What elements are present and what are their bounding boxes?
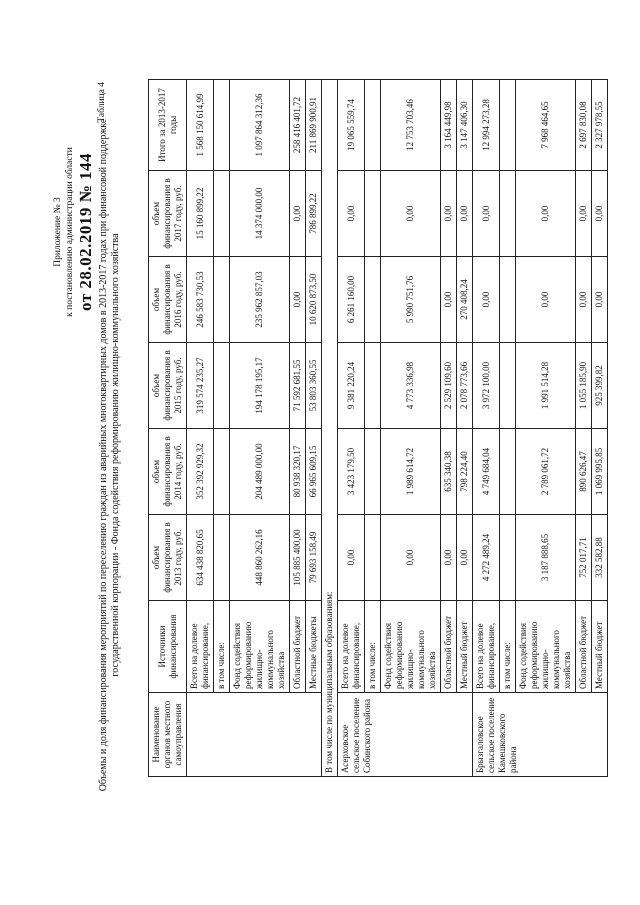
column-header: объем финансирования в 2016 году, руб. xyxy=(149,257,187,343)
column-header: объем финансирования в 2017 году, руб. xyxy=(149,171,187,257)
amount-cell: 246 583 730,53 xyxy=(187,257,214,343)
amount-cell: 12 994 273,28 xyxy=(473,80,500,171)
amount-cell: 0,00 xyxy=(576,257,592,343)
amount-cell: 2 529 109,60 xyxy=(441,343,457,429)
appendix-label: Приложение № 3 xyxy=(53,197,63,267)
funding-source: Всего на долевое финансирование, xyxy=(338,601,365,693)
funding-source: Областной бюджет xyxy=(441,601,457,693)
funding-source: Всего на долевое финансирование, xyxy=(187,601,214,693)
amount-cell: 1 055 185,90 xyxy=(576,343,592,429)
amount-cell: 2 078 773,66 xyxy=(457,343,473,429)
amount-cell: 53 803 360,55 xyxy=(306,343,322,429)
table-row xyxy=(338,80,365,777)
amount-cell: 4 272 489,24 xyxy=(473,515,500,601)
amount-cell: 5 990 751,76 xyxy=(381,257,441,343)
table-row xyxy=(230,80,290,777)
table-row xyxy=(187,80,214,777)
amount-cell: 2 789 061,72 xyxy=(516,429,576,515)
amount-cell: 211 869 900,91 xyxy=(306,80,322,171)
amount-cell xyxy=(214,515,230,601)
amount-cell: 4 749 684,04 xyxy=(473,429,500,515)
amount-cell: 3 187 888,65 xyxy=(516,515,576,601)
amount-cell: 1 097 864 312,36 xyxy=(230,80,290,171)
table-row xyxy=(441,80,457,777)
organization-name: Асерховское сельское поселение Собинского района xyxy=(338,693,473,777)
amount-cell: 332 582,88 xyxy=(592,515,608,601)
amount-cell: 925 399,82 xyxy=(592,343,608,429)
amount-cell: 0,00 xyxy=(290,171,306,257)
table-row xyxy=(306,80,322,777)
amount-cell: 4 773 336,98 xyxy=(381,343,441,429)
amount-cell: 0,00 xyxy=(457,515,473,601)
funding-source: Всего на долевое финансирование, xyxy=(473,601,500,693)
column-header: Наименование органов местного самоуправления xyxy=(149,693,187,777)
amount-cell: 635 340,38 xyxy=(441,429,457,515)
amount-cell: 890 626,47 xyxy=(576,429,592,515)
amount-cell: 0,00 xyxy=(441,515,457,601)
amount-cell: 352 392 929,32 xyxy=(187,429,214,515)
table-row xyxy=(576,80,592,777)
amount-cell: 0,00 xyxy=(441,171,457,257)
funding-source: в том числе: xyxy=(500,601,516,693)
table-row xyxy=(365,80,381,777)
amount-cell: 798 224,40 xyxy=(457,429,473,515)
funding-source: Областной бюджет xyxy=(576,601,592,693)
amount-cell: 105 885 400,00 xyxy=(290,515,306,601)
organization-name xyxy=(187,693,322,777)
amount-cell: 10 620 873,50 xyxy=(306,257,322,343)
amount-cell: 0,00 xyxy=(338,515,365,601)
amount-cell: 14 374 000,00 xyxy=(230,171,290,257)
amount-cell: 194 178 195,17 xyxy=(230,343,290,429)
amount-cell: 204 489 000,00 xyxy=(230,429,290,515)
amount-cell: 0,00 xyxy=(592,257,608,343)
table-number: Таблица 4 xyxy=(97,82,107,123)
amount-cell xyxy=(214,80,230,171)
table-body xyxy=(149,80,608,777)
amount-cell: 2 697 830,08 xyxy=(576,80,592,171)
column-header: объем финансирования в 2014 году, руб. xyxy=(149,429,187,515)
amount-cell: 12 753 703,46 xyxy=(381,80,441,171)
amount-cell: 0,00 xyxy=(441,257,457,343)
amount-cell xyxy=(500,343,516,429)
column-header: объем финансирования в 2015 году, руб. xyxy=(149,343,187,429)
amount-cell: 448 860 262,16 xyxy=(230,515,290,601)
amount-cell: 1 989 614,72 xyxy=(381,429,441,515)
amount-cell: 0,00 xyxy=(457,171,473,257)
amount-cell: 19 065 559,74 xyxy=(338,80,365,171)
amount-cell: 7 968 464,65 xyxy=(516,80,576,171)
table-row xyxy=(473,80,500,777)
funding-source: Местные бюджеты xyxy=(306,601,322,693)
funding-source: в том числе: xyxy=(214,601,230,693)
amount-cell: 0,00 xyxy=(338,171,365,257)
amount-cell: 3 423 179,50 xyxy=(338,429,365,515)
table-row xyxy=(290,80,306,777)
amount-cell: 3 147 406,30 xyxy=(457,80,473,171)
amount-cell: 752 017,71 xyxy=(576,515,592,601)
amount-cell xyxy=(500,80,516,171)
column-header: Итого за 2013-2017 годы xyxy=(149,80,187,171)
amount-cell: 0,00 xyxy=(592,171,608,257)
amount-cell xyxy=(365,343,381,429)
funding-source: Фонд содействия реформированию жилищно-коммунального хозяйства xyxy=(381,601,441,693)
municipality-caption-row xyxy=(322,80,338,777)
column-header: Источники финансирования xyxy=(149,601,187,693)
amount-cell xyxy=(365,80,381,171)
amount-cell: 0,00 xyxy=(381,171,441,257)
amount-cell: 258 416 401,72 xyxy=(290,80,306,171)
amount-cell xyxy=(365,171,381,257)
table-row xyxy=(592,80,608,777)
amount-cell: 0,00 xyxy=(381,515,441,601)
amount-cell xyxy=(214,429,230,515)
amount-cell: 634 438 820,65 xyxy=(187,515,214,601)
funding-source: в том числе: xyxy=(365,601,381,693)
table-row xyxy=(500,80,516,777)
amount-cell: 15 160 899,22 xyxy=(187,171,214,257)
amount-cell: 71 592 681,55 xyxy=(290,343,306,429)
municipality-caption: В том числе по муниципальным образованиям: xyxy=(322,80,338,777)
amount-cell: 0,00 xyxy=(473,257,500,343)
amount-cell: 0,00 xyxy=(290,257,306,343)
funding-source: Фонд содействия реформированию жилищно-коммунального хозяйства xyxy=(516,601,576,693)
amount-cell: 80 938 320,17 xyxy=(290,429,306,515)
table-row xyxy=(516,80,576,777)
table-row xyxy=(214,80,230,777)
amount-cell xyxy=(500,257,516,343)
amount-cell: 6 261 160,00 xyxy=(338,257,365,343)
financing-table xyxy=(148,79,608,777)
amount-cell: 1 991 514,28 xyxy=(516,343,576,429)
amount-cell xyxy=(214,171,230,257)
funding-source: Фонд содействия реформированию жилищно-коммунального хозяйства xyxy=(230,601,290,693)
amount-cell xyxy=(365,429,381,515)
amount-cell: 0,00 xyxy=(516,171,576,257)
header-row xyxy=(149,80,187,777)
amount-cell: 0,00 xyxy=(576,171,592,257)
table-row xyxy=(381,80,441,777)
order-date-number: от 28.02.2019 № 144 xyxy=(76,153,95,311)
amount-cell xyxy=(214,343,230,429)
funding-source: Местный бюджет xyxy=(592,601,608,693)
amount-cell: 0,00 xyxy=(516,257,576,343)
amount-cell: 2 327 978,55 xyxy=(592,80,608,171)
amount-cell xyxy=(500,515,516,601)
amount-cell xyxy=(365,515,381,601)
table-row xyxy=(457,80,473,777)
amount-cell: 1 069 995,85 xyxy=(592,429,608,515)
amount-cell: 3 972 100,00 xyxy=(473,343,500,429)
amount-cell: 786 899,22 xyxy=(306,171,322,257)
column-header: объем финансирования в 2013 году, руб. xyxy=(149,515,187,601)
amount-cell xyxy=(500,429,516,515)
amount-cell: 270 408,24 xyxy=(457,257,473,343)
amount-cell: 66 965 609,15 xyxy=(306,429,322,515)
amount-cell: 3 164 449,98 xyxy=(441,80,457,171)
document-title: Объемы и доля финансирования мероприятий по переселению граждан из аварийных многоквартирных домов в 2013-2017 годах при финансовой поддержке государственной корпорации - Фонда содействия реформированию жилищно-коммунального хозяйства xyxy=(98,118,121,792)
amount-cell: 0,00 xyxy=(473,171,500,257)
funding-source: Местный бюджет xyxy=(457,601,473,693)
organization-name: Брызгаловское сельское поселение Камешковского района xyxy=(473,693,608,777)
amount-cell xyxy=(214,257,230,343)
amount-cell xyxy=(365,257,381,343)
amount-cell: 319 574 235,27 xyxy=(187,343,214,429)
amount-cell: 79 693 158,49 xyxy=(306,515,322,601)
funding-source: Областной бюджет xyxy=(290,601,306,693)
amount-cell: 1 568 150 614,99 xyxy=(187,80,214,171)
amount-cell xyxy=(500,171,516,257)
amount-cell: 235 962 857,03 xyxy=(230,257,290,343)
amount-cell: 9 381 220,24 xyxy=(338,343,365,429)
order-reference: к постановлению администрации области xyxy=(65,147,75,317)
